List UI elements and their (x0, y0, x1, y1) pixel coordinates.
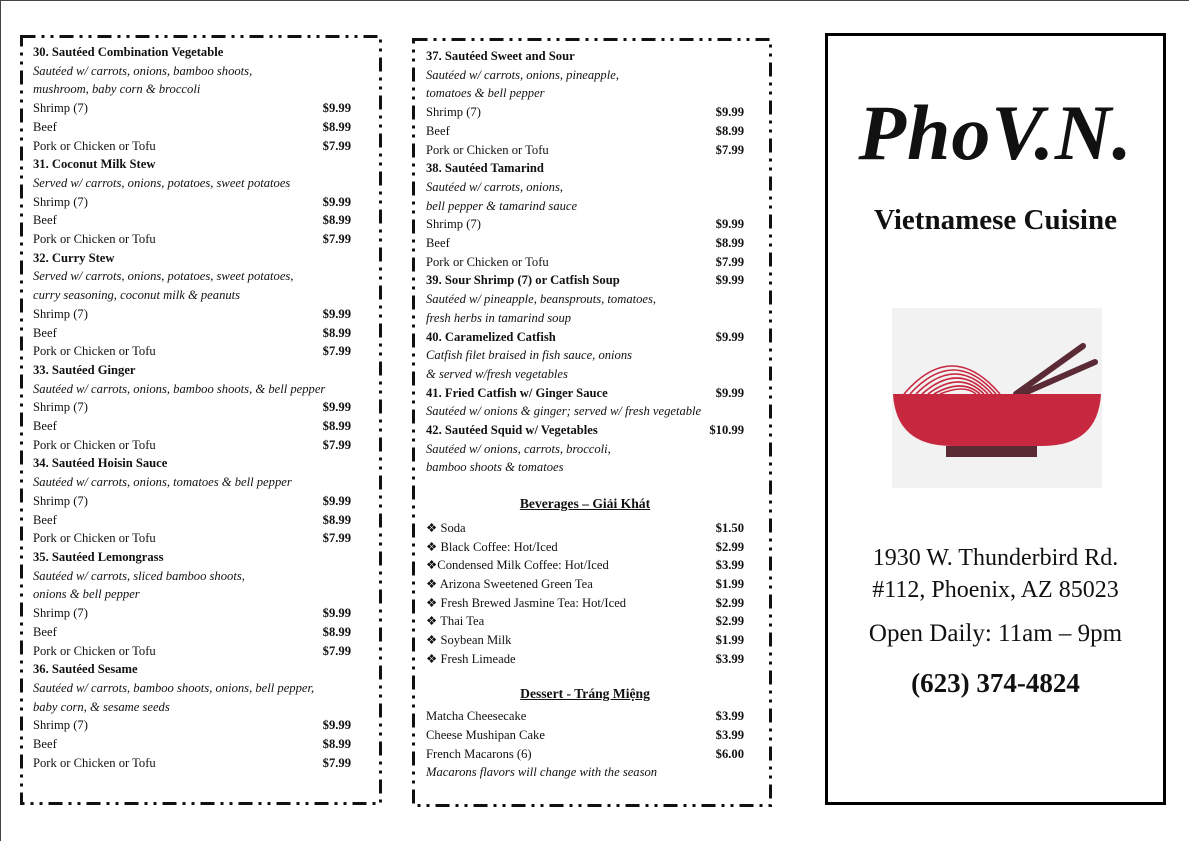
price-option-label: Pork or Chicken or Tofu (33, 755, 156, 770)
opening-hours: Open Daily: 11am – 9pm (868, 620, 1123, 647)
price-option-label: Shrimp (7) (33, 400, 88, 415)
beverage-label: ❖ Arizona Sweetened Green Tea (426, 576, 593, 591)
menu-item-title: 36. Sautéed Sesame (33, 662, 138, 677)
price-option-price: $8.99 (322, 419, 351, 434)
dessert-label: Cheese Mushipan Cake (426, 727, 545, 742)
menu-item (426, 271, 744, 327)
spacer (426, 477, 744, 495)
price-option-row (33, 604, 351, 623)
cuisine-subtitle: Vietnamese Cuisine (874, 204, 1117, 236)
price-option-label: Beef (33, 624, 57, 639)
price-option-price: $8.99 (715, 236, 744, 251)
price-option-price: $8.99 (322, 213, 351, 228)
menu-item-description: Catfish filet braised in fish sauce, onions (426, 348, 633, 363)
price-option-row (426, 122, 744, 141)
price-option-row (33, 716, 351, 735)
menu-item (426, 328, 744, 384)
beverage-price: $2.99 (715, 614, 744, 629)
price-option-price: $9.99 (322, 606, 351, 621)
price-option-row (33, 99, 351, 118)
price-option-row (33, 529, 351, 548)
price-option-label: Shrimp (7) (426, 105, 481, 120)
price-option-row (33, 417, 351, 436)
price-option-row (426, 215, 744, 234)
menu-item-title: 34. Sautéed Hoisin Sauce (33, 456, 168, 471)
price-option-label: Beef (33, 512, 57, 527)
menu-item-title: 30. Sautéed Combination Vegetable (33, 45, 224, 59)
menu-item-title-row (426, 384, 744, 403)
menu-item-description: Sautéed w/ carrots, onions, (426, 179, 564, 194)
price-option-label: Pork or Chicken or Tofu (33, 344, 156, 359)
menu-item-title: 39. Sour Shrimp (7) or Catfish Soup (426, 273, 620, 288)
price-option-label: Shrimp (7) (33, 194, 88, 209)
menu-item-description: Sautéed w/ pineapple, beansprouts, tomatoes, (426, 292, 657, 307)
price-option-row (33, 230, 351, 249)
price-option-label: Pork or Chicken or Tofu (426, 254, 549, 269)
price-option-label: Shrimp (7) (33, 101, 88, 116)
menu-item-description: Served w/ carrots, onions, potatoes, sweet potatoes, (33, 269, 294, 284)
menu-item (426, 159, 744, 271)
price-option-row (33, 211, 351, 230)
beverage-row (426, 538, 744, 557)
menu-item-description: bamboo shoots & tomatoes (426, 460, 564, 475)
menu-item-price: $10.99 (709, 423, 744, 438)
menu-item-description: bell pepper & tamarind sauce (426, 198, 578, 213)
left-menu-list (33, 43, 351, 772)
price-option-row (33, 735, 351, 754)
dessert-row (426, 726, 744, 745)
spacer (426, 669, 744, 685)
menu-item-description: fresh herbs in tamarind soup (426, 310, 572, 325)
price-option-price: $8.99 (322, 325, 351, 340)
beverage-label: ❖ Soda (426, 520, 466, 535)
menu-item-description: Sautéed w/ onions, carrots, broccoli, (426, 441, 611, 456)
beverage-price: $2.99 (715, 595, 744, 610)
beverage-price: $2.99 (715, 539, 744, 554)
cover-panel (825, 33, 1166, 805)
beverage-row (426, 575, 744, 594)
menu-item-title-row (426, 47, 744, 66)
price-option-price: $7.99 (322, 232, 351, 247)
menu-item-price: $9.99 (715, 385, 744, 400)
price-option-label: Shrimp (7) (33, 718, 88, 733)
price-option-label: Beef (426, 236, 450, 251)
beverage-row (426, 612, 744, 631)
menu-item-title: 32. Curry Stew (33, 250, 115, 265)
phone-number: (623) 374-4824 (911, 668, 1080, 698)
menu-item-description: onions & bell pepper (33, 587, 140, 602)
address (828, 542, 1163, 606)
menu-item-title: 33. Sautéed Ginger (33, 362, 136, 377)
price-option-row (33, 398, 351, 417)
beverage-label: ❖Condensed Milk Coffee: Hot/Iced (426, 558, 609, 573)
menu-item-title-row (33, 548, 351, 567)
left-menu-panel (20, 35, 382, 805)
menu-item (426, 47, 744, 159)
menu-item (33, 155, 351, 249)
price-option-label: Beef (33, 213, 57, 228)
price-option-price: $7.99 (715, 254, 744, 269)
menu-item-title: 31. Coconut Milk Stew (33, 157, 156, 172)
menu-item-title-row (426, 328, 744, 347)
price-option-price: $8.99 (322, 119, 351, 134)
price-option-price: $9.99 (715, 105, 744, 120)
dessert-price: $6.00 (715, 746, 744, 761)
menu-item-title-row (33, 454, 351, 473)
menu-item-description: baby corn, & sesame seeds (33, 699, 170, 714)
beverage-price: $1.99 (715, 576, 744, 591)
menu-item-price: $9.99 (715, 329, 744, 344)
price-option-row (426, 234, 744, 253)
price-option-label: Pork or Chicken or Tofu (33, 643, 156, 658)
beverage-label: ❖ Thai Tea (426, 614, 485, 629)
dessert-price: $3.99 (715, 709, 744, 724)
menu-item (33, 43, 351, 155)
price-option-row (33, 193, 351, 212)
menu-item-description: & served w/fresh vegetables (426, 366, 568, 381)
price-option-label: Pork or Chicken or Tofu (33, 138, 156, 153)
dessert-row (426, 707, 744, 726)
price-option-label: Pork or Chicken or Tofu (33, 437, 156, 452)
noodle-bowl-graphic (892, 308, 1102, 488)
price-option-price: $7.99 (322, 643, 351, 658)
menu-item-title: 42. Sautéed Squid w/ Vegetables (426, 423, 598, 438)
menu-item-title-row (33, 155, 351, 174)
price-option-price: $9.99 (322, 400, 351, 415)
menu-item-description: Sautéed w/ carrots, sliced bamboo shoots, (33, 568, 245, 583)
beverage-list (426, 519, 744, 669)
menu-item-title-row (33, 249, 351, 268)
price-option-row (33, 754, 351, 773)
price-option-price: $7.99 (322, 344, 351, 359)
price-option-label: Shrimp (7) (426, 217, 481, 232)
menu-item-title-row (426, 421, 744, 440)
beverage-row (426, 519, 744, 538)
address-line-1: 1930 W. Thunderbird Rd. (872, 545, 1119, 571)
price-option-row (33, 324, 351, 343)
beverage-label: ❖ Black Coffee: Hot/Iced (426, 539, 558, 554)
beverage-label: ❖ Soybean Milk (426, 633, 512, 648)
price-option-row (33, 118, 351, 137)
menu-item (426, 384, 744, 421)
menu-item-description: curry seasoning, coconut milk & peanuts (33, 288, 241, 303)
dessert-note: Macarons flavors will change with the season (426, 765, 658, 780)
menu-item (426, 421, 744, 477)
price-option-row (426, 103, 744, 122)
menu-item (33, 660, 351, 772)
price-option-row (426, 141, 744, 160)
price-option-price: $7.99 (715, 142, 744, 157)
menu-item-description: Sautéed w/ carrots, onions, pineapple, (426, 67, 619, 82)
price-option-price: $9.99 (322, 493, 351, 508)
noodle-bowl-icon (892, 308, 1102, 488)
menu-item-title: 37. Sautéed Sweet and Sour (426, 49, 575, 63)
menu-item-description: Served w/ carrots, onions, potatoes, sweet potatoes (33, 175, 291, 190)
menu-item-description: Sautéed w/ carrots, bamboo shoots, onions, bell pepper, (33, 680, 315, 695)
price-option-label: Shrimp (7) (33, 606, 88, 621)
beverage-price: $1.50 (715, 520, 744, 535)
dessert-list (426, 707, 744, 763)
price-option-label: Beef (426, 123, 450, 138)
price-option-label: Beef (33, 419, 57, 434)
price-option-label: Beef (33, 325, 57, 340)
price-option-label: Beef (33, 119, 57, 134)
middle-items-holder (426, 47, 744, 477)
middle-menu-panel (412, 38, 772, 807)
price-option-price: $9.99 (322, 718, 351, 733)
price-option-price: $9.99 (715, 217, 744, 232)
beverages-heading: Beverages – Giải Khát (519, 496, 651, 512)
beverage-row (426, 556, 744, 575)
price-option-row (33, 492, 351, 511)
price-option-row (33, 511, 351, 530)
beverage-row (426, 650, 744, 669)
dessert-heading: Dessert - Tráng Miệng (520, 685, 650, 701)
price-option-row (33, 137, 351, 156)
price-option-label: Pork or Chicken or Tofu (426, 142, 549, 157)
menu-item-title-row (426, 159, 744, 178)
price-option-price: $8.99 (715, 123, 744, 138)
menu-item-title-row (33, 660, 351, 679)
menu-item-price: $9.99 (715, 273, 744, 288)
restaurant-logo: PhoV.N. (858, 89, 1133, 176)
price-option-row (33, 623, 351, 642)
price-option-price: $8.99 (322, 737, 351, 752)
dessert-price: $3.99 (715, 727, 744, 742)
price-option-price: $7.99 (322, 755, 351, 770)
menu-item-description: Sautéed w/ carrots, onions, bamboo shoots, & bell pepper (33, 381, 326, 396)
price-option-label: Shrimp (7) (33, 493, 88, 508)
menu-item-title-row (33, 43, 351, 62)
beverage-price: $3.99 (715, 651, 744, 666)
menu-item-description: Sautéed w/ onions & ginger; served w/ fresh vegetable (426, 404, 702, 419)
price-option-price: $7.99 (322, 437, 351, 452)
address-line-2: #112, Phoenix, AZ 85023 (872, 577, 1119, 603)
menu-item-description: Sautéed w/ carrots, onions, bamboo shoots, (33, 63, 253, 78)
price-option-row (33, 305, 351, 324)
menu-item (33, 548, 351, 660)
menu-item-title: 35. Sautéed Lemongrass (33, 549, 164, 564)
price-option-label: Pork or Chicken or Tofu (33, 232, 156, 247)
price-option-row (426, 253, 744, 272)
menu-item (33, 361, 351, 455)
dessert-label: French Macarons (6) (426, 746, 532, 761)
beverage-price: $1.99 (715, 633, 744, 648)
menu-item-title: 38. Sautéed Tamarind (426, 161, 544, 176)
price-option-label: Pork or Chicken or Tofu (33, 531, 156, 546)
menu-item-title-row (33, 361, 351, 380)
price-option-price: $9.99 (322, 306, 351, 321)
menu-item-description: tomatoes & bell pepper (426, 86, 545, 101)
menu-item-description: Sautéed w/ carrots, onions, tomatoes & bell pepper (33, 475, 292, 490)
price-option-price: $8.99 (322, 624, 351, 639)
price-option-price: $8.99 (322, 512, 351, 527)
price-option-price: $9.99 (322, 194, 351, 209)
price-option-price: $7.99 (322, 138, 351, 153)
dessert-label: Matcha Cheesecake (426, 709, 527, 724)
left-items-list (33, 43, 351, 772)
menu-item-description: mushroom, baby corn & broccoli (33, 82, 201, 97)
menu-item-title: 40. Caramelized Catfish (426, 329, 556, 344)
price-option-label: Shrimp (7) (33, 306, 88, 321)
price-option-price: $9.99 (322, 101, 351, 116)
price-option-label: Beef (33, 737, 57, 752)
beverage-label: ❖ Fresh Limeade (426, 651, 516, 666)
beverage-row (426, 631, 744, 650)
price-option-price: $7.99 (322, 531, 351, 546)
beverage-label: ❖ Fresh Brewed Jasmine Tea: Hot/Iced (426, 595, 627, 610)
price-option-row (33, 342, 351, 361)
price-option-row (33, 642, 351, 661)
price-option-row (33, 436, 351, 455)
dessert-row (426, 745, 744, 764)
beverage-row (426, 594, 744, 613)
menu-item-title-row (426, 271, 744, 290)
beverage-price: $3.99 (715, 558, 744, 573)
menu-item-title: 41. Fried Catfish w/ Ginger Sauce (426, 385, 608, 400)
menu-item (33, 454, 351, 548)
menu-item (33, 249, 351, 361)
middle-menu-list (426, 47, 744, 782)
